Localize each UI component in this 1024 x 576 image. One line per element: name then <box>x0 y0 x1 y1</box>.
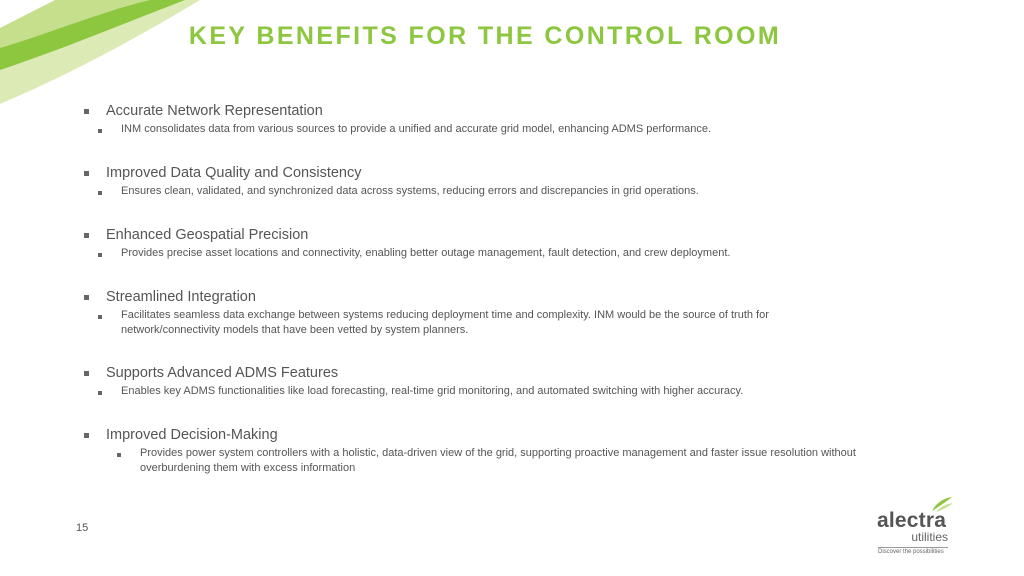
bullet-square-icon <box>98 391 102 395</box>
benefit-detail <box>121 246 730 261</box>
benefit-heading: Improved Data Quality and Consistency <box>106 165 362 181</box>
bullet-square-icon <box>98 315 102 319</box>
benefit-detail-line: Provides power system controllers with a holistic, data-driven view of the grid, supporting proactive management and faster issue resolution without <box>140 447 856 459</box>
bullet-square-icon <box>84 109 89 114</box>
bullet-square-icon <box>117 453 121 457</box>
bullet-square-icon <box>98 129 102 133</box>
benefit-detail-line: Enables key ADMS functionalities like load forecasting, real-time grid monitoring, and automated switching with higher accuracy. <box>121 385 744 397</box>
logo-divider <box>878 547 948 548</box>
benefit-detail-line: network/connectivity models that have been vetted by system planners. <box>121 323 469 336</box>
benefit-heading: Streamlined Integration <box>106 289 256 305</box>
bullet-square-icon <box>84 171 89 176</box>
benefit-heading: Enhanced Geospatial Precision <box>106 227 309 243</box>
benefit-detail-line: overburdening them with excess information <box>140 461 356 474</box>
page-number: 15 <box>76 522 89 534</box>
benefit-heading: Supports Advanced ADMS Features <box>106 365 339 381</box>
slide-title: KEY BENEFITS FOR THE CONTROL ROOM <box>188 22 782 50</box>
benefit-detail <box>121 384 743 399</box>
alectra-logo <box>870 495 960 565</box>
benefit-heading: Improved Decision-Making <box>106 427 278 443</box>
logo-tagline: Discover the possibilities <box>878 549 944 555</box>
logo-wordmark: alectra <box>877 509 947 532</box>
bullet-square-icon <box>98 191 102 195</box>
bullet-square-icon <box>84 295 89 300</box>
bullet-square-icon <box>98 253 102 257</box>
bullet-square-icon <box>84 233 89 238</box>
benefit-detail-line: Ensures clean, validated, and synchronized data across systems, reducing errors and discrepancies in grid operations. <box>121 185 699 197</box>
benefit-detail <box>121 308 769 337</box>
benefit-detail-line: INM consolidates data from various sources to provide a unified and accurate grid model, enhancing ADMS performance. <box>121 123 712 135</box>
corner-swoosh-decoration <box>0 0 200 110</box>
bullet-square-icon <box>84 371 89 376</box>
benefit-detail-line: Facilitates seamless data exchange between systems reducing deployment time and complexity. INM would be the source of truth for <box>121 309 769 321</box>
benefit-detail <box>140 446 856 475</box>
benefit-heading: Accurate Network Representation <box>106 103 323 119</box>
benefit-detail <box>121 122 711 137</box>
logo-subtitle: utilities <box>911 530 948 544</box>
benefit-detail <box>121 184 699 199</box>
benefit-detail-line: Provides precise asset locations and connectivity, enabling better outage management, fault detection, and crew deployment. <box>121 247 731 259</box>
bullet-square-icon <box>84 433 89 438</box>
